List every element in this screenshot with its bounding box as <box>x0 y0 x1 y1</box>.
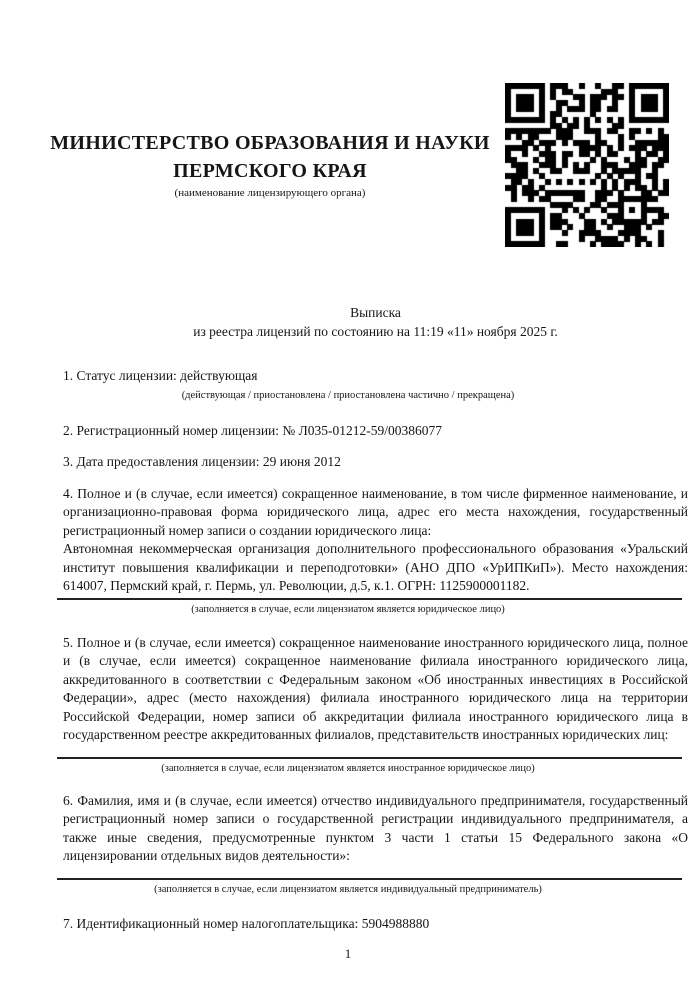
item-1-license-status: 1. Статус лицензии: действующая <box>63 368 258 383</box>
item-4-note: (заполняется в случае, если лицензиатом является юридическое лицо) <box>191 603 505 615</box>
item-6-note: (заполняется в случае, если лицензиатом является индивидуальный предприниматель) <box>154 883 542 895</box>
ministry-caption: (наименование лицензирующего органа) <box>174 187 366 199</box>
item-2-registration-number: 2. Регистрационный номер лицензии: № Л035-01212-59/00386077 <box>63 422 443 438</box>
item-5-foreign-entity <box>63 634 688 776</box>
ministry-header <box>36 129 504 200</box>
document-title-line2: из реестра лицензий по состоянию на 11:19 «11» ноября 2025 г. <box>193 323 558 339</box>
qr-code-icon <box>505 83 669 247</box>
document-title <box>63 304 688 341</box>
document-body <box>63 300 688 964</box>
item-1-note: (действующая / приостановлена / приостановлена частично / прекращена) <box>181 389 515 401</box>
item-4-value: Автономная некоммерческая организация дополнительного профессионального образования «Уральский институт повышения квалификации и переподготовки» (АНО ДПО «УрИПКиП»). Место нахождения: 614007, Пермский край, г. Пермь, ул. Революции, д.5, к.1. ОГРН: 1125900001182. <box>63 541 688 593</box>
item-3-grant-date: 3. Дата предоставления лицензии: 29 июня 2012 <box>63 454 341 469</box>
item-6-fill-line <box>57 878 682 880</box>
page-number: 1 <box>344 946 352 961</box>
item-5-label: 5. Полное и (в случае, если имеется) сокращенное наименование иностранного юридического лица, полное и (в случае, если имеется) сокращенное наименование филиала иностранного юридического лица, аккредитованного в соответствии с Федеральным законом «Об иностранных инвестициях в Российской Федерации», адрес (место нахождения) филиала иностранного юридического лица на территории Российской Федерации, номер записи об аккредитации филиала иностранного юридического лица в государственном реестре аккредитованных филиалов, представительств иностранных юридических лиц: <box>63 634 688 742</box>
ministry-name-line1: МИНИСТЕРСТВО ОБРАЗОВАНИЯ И НАУКИ <box>50 132 490 154</box>
item-5-note: (заполняется в случае, если лицензиатом является иностранное юридическое лицо) <box>161 762 535 774</box>
item-5-fill-line <box>57 757 682 759</box>
document-title-line1: Выписка <box>350 305 401 320</box>
item-6-label: 6. Фамилия, имя и (в случае, если имеется) отчество индивидуального предпринимателя, государственный регистрационный номер записи о государственной регистрации индивидуального предпринимателя, а также иные сведения, предусмотренные пунктом 3 части 1 статьи 15 Федерального закона «О лицензировании отдельных видов деятельности»: <box>63 792 688 863</box>
item-6-individual-entrepreneur <box>63 792 688 897</box>
item-4-legal-entity <box>63 485 688 617</box>
item-4-label: 4. Полное и (в случае, если имеется) сокращенное наименование, в том числе фирменное наименование, и организационно-правовая форма юридического лица, адрес его места нахождения, государственный регистрационный номер записи о создании юридического лица: <box>63 485 688 538</box>
ministry-name-line2: ПЕРМСКОГО КРАЯ <box>173 160 367 182</box>
item-7-taxpayer-number: 7. Идентификационный номер налогоплательщика: 5904988880 <box>63 915 430 931</box>
item-4-fill-line <box>57 598 682 600</box>
